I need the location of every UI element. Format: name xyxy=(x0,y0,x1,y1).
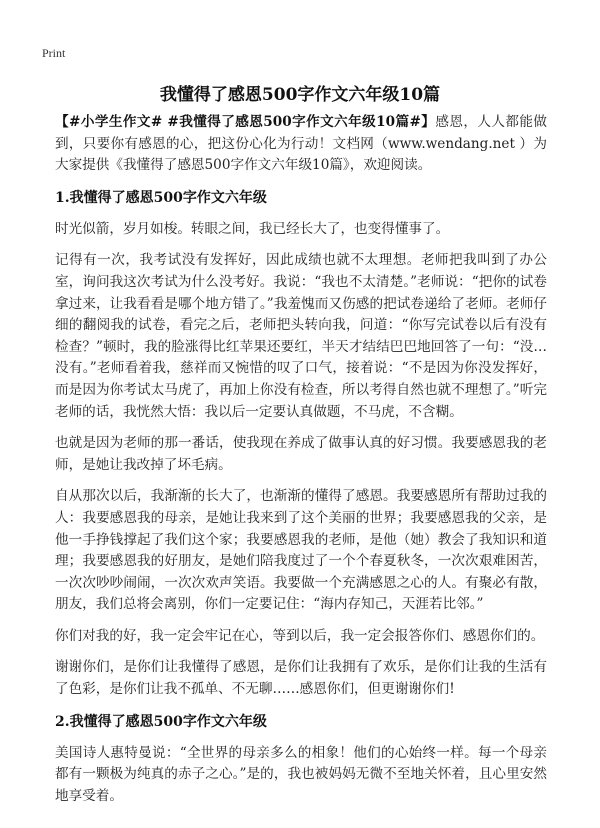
section-heading: 1.我懂得了感恩500字作文六年级 xyxy=(55,189,267,206)
intro-tags: 【#小学生作文# #我懂得了感恩500字作文六年级10篇#】 xyxy=(55,114,436,130)
paragraph: 你们对我的好，我一定会牢记在心，等到以后，我一定会报答你们、感恩你们的。 xyxy=(55,627,545,644)
section-heading: 2.我懂得了感恩500字作文六年级 xyxy=(55,713,267,730)
paragraph: 记得有一次，我考试没有发挥好，因此成绩也就不太理想。老师把我叫到了办公室，询问我这次考试为什么没考好。我说：“我也不太清楚。”老师说：“把你的试卷拿过来，让我看看是哪个地方错了。”我羞愧而又伤感的把试卷递给了老师。老师仔细的翻阅我的试卷，看完之后，老师把头转向我，问道：“你写完试卷以后有没有检查？”顿时，我的脸涨得比红苹果还要红，半天才结结巴巴地回答了一句：“没…没有。”老师看着我，慈祥而又惋惜的叹了口气，接着说：“不是因为你没发挥好，而是因为你考试太马虎了，再加上你没有检查，所以考得自然也就不理想了。”听完老师的话，我恍然大悟：我以后一定要认真做题，不马虎，不含糊。 xyxy=(55,252,547,420)
intro-paragraph xyxy=(55,112,547,177)
intro-text: 感恩，人人都能做到，只要你有感恩的心，把这份心化为行动！文档网（www.wendang.net ）为大家提供《我懂得了感恩500字作文六年级10篇》，欢迎阅读。 xyxy=(55,114,548,174)
paragraph: 谢谢你们，是你们让我懂得了感恩，是你们让我拥有了欢乐，是你们让我的生活有了色彩，是你们让我不孤单、不无聊……感恩你们，但更谢谢你们! xyxy=(55,659,547,698)
paragraph: 也就是因为老师的那一番话，使我现在养成了做事认真的好习惯。我要感恩我的老师，是她让我改掉了坏毛病。 xyxy=(55,435,547,473)
paragraph: 美国诗人惠特曼说：“全世界的母亲多么的相象！他们的心始终一样。每一个母亲都有一颗极为纯真的赤子之心。”是的，我也被妈妈无微不至地关怀着，且心里安然地享受着。 xyxy=(55,744,547,804)
print-label: Print xyxy=(42,46,66,60)
page-title: 我懂得了感恩500字作文六年级10篇 xyxy=(159,85,441,105)
paragraph: 自从那次以后，我渐渐的长大了，也渐渐的懂得了感恩。我要感恩所有帮助过我的人：我要感恩我的母亲，是她让我来到了这个美丽的世界；我要感恩我的父亲，是他一手挣钱撑起了我们这个家；我要感恩我的老师，是他（她）教会了我知识和道理；我要感恩我的好朋友，是她们陪我度过了一个个春夏秋冬，一次次艰难困苦，一次次吵吵闹闹，一次次欢声笑语。我要做一个充满感恩之心的人。有聚必有散，朋友，我们总将会离别，你们一定要记住：“海内存知己，天涯若比邻。” xyxy=(55,488,547,613)
paragraph: 时光似箭，岁月如梭。转眼之间，我已经长大了，也变得懂事了。 xyxy=(55,220,450,237)
article-body xyxy=(55,112,547,817)
